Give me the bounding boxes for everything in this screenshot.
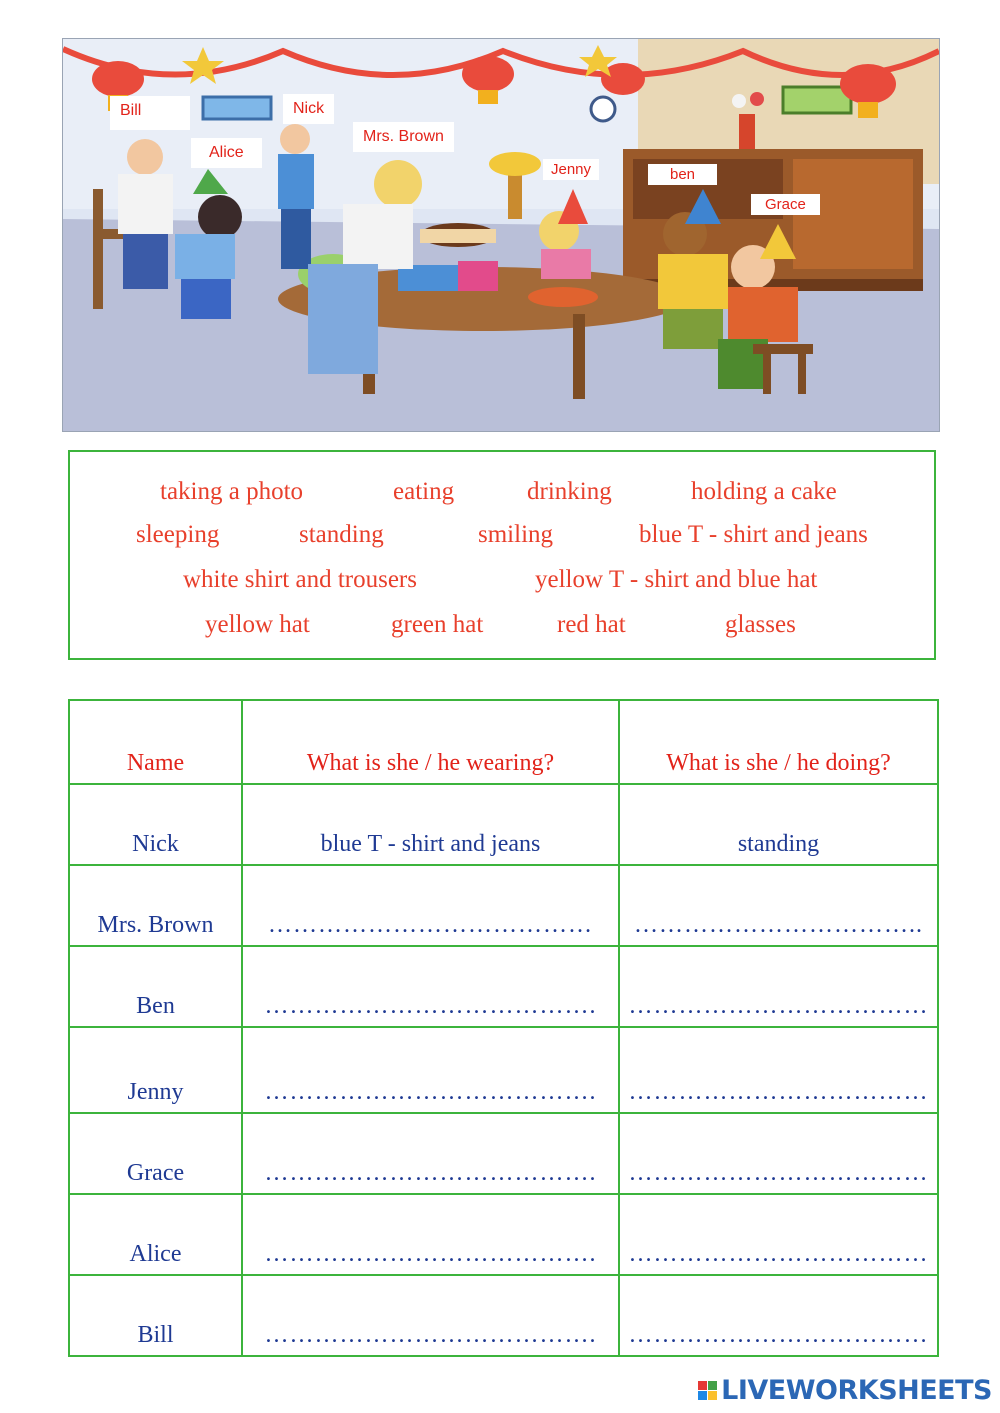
word-bank-item: holding a cake bbox=[691, 478, 837, 505]
logo-text: LIVEWORKSHEETS bbox=[721, 1374, 992, 1406]
logo-square bbox=[698, 1391, 707, 1400]
header-wearing: What is she / he wearing? bbox=[242, 700, 619, 784]
table-row bbox=[69, 784, 938, 865]
table-row bbox=[69, 1027, 938, 1113]
word-bank-item: green hat bbox=[391, 611, 484, 638]
row-name: Mrs. Brown bbox=[69, 865, 242, 946]
row-wearing: blue T - shirt and jeans bbox=[242, 784, 619, 865]
word-bank-item: sleeping bbox=[136, 521, 220, 548]
doing-answer-blank[interactable]: ……………………………… bbox=[619, 946, 938, 1027]
word-bank-item: smiling bbox=[478, 521, 554, 548]
table-row bbox=[69, 946, 938, 1027]
label-ben: ben bbox=[648, 164, 717, 185]
doing-answer-blank[interactable]: ……………………………… bbox=[619, 1194, 938, 1275]
header-doing: What is she / he doing? bbox=[619, 700, 938, 784]
label-grace: Grace bbox=[751, 194, 820, 215]
table-row bbox=[69, 1194, 938, 1275]
word-bank-item: taking a photo bbox=[160, 478, 304, 505]
wearing-answer-blank[interactable]: …………………………………. bbox=[242, 1113, 619, 1194]
wearing-answer-blank[interactable]: …………………………………. bbox=[242, 1275, 619, 1356]
word-bank-item: drinking bbox=[527, 478, 612, 505]
table-row bbox=[69, 1275, 938, 1356]
label-jenny: Jenny bbox=[543, 159, 599, 180]
logo-mark-icon bbox=[698, 1381, 717, 1400]
doing-answer-blank[interactable]: ……………………………… bbox=[619, 1027, 938, 1113]
row-name: Jenny bbox=[69, 1027, 242, 1113]
liveworksheets-logo bbox=[698, 1375, 992, 1405]
word-bank-item: red hat bbox=[557, 611, 626, 638]
word-bank-item: eating bbox=[393, 478, 455, 505]
row-name: Bill bbox=[69, 1275, 242, 1356]
doing-answer-blank[interactable]: …………………………….. bbox=[619, 865, 938, 946]
row-doing: standing bbox=[619, 784, 938, 865]
party-scene-drawing bbox=[63, 39, 939, 431]
wearing-answer-blank[interactable]: ………………………………… bbox=[242, 865, 619, 946]
table-row bbox=[69, 865, 938, 946]
word-bank-item: yellow hat bbox=[205, 611, 310, 638]
logo-square bbox=[708, 1391, 717, 1400]
table-header-row bbox=[69, 700, 938, 784]
logo-square bbox=[698, 1381, 707, 1390]
word-bank-item: standing bbox=[299, 521, 384, 548]
row-name: Ben bbox=[69, 946, 242, 1027]
header-name: Name bbox=[69, 700, 242, 784]
doing-answer-blank[interactable]: ……………………………… bbox=[619, 1113, 938, 1194]
label-nick: Nick bbox=[283, 94, 334, 124]
word-bank-item: blue T - shirt and jeans bbox=[639, 521, 868, 548]
row-name: Nick bbox=[69, 784, 242, 865]
logo-square bbox=[708, 1381, 717, 1390]
word-bank-item: white shirt and trousers bbox=[183, 566, 417, 593]
word-bank-item: glasses bbox=[725, 611, 796, 638]
wearing-answer-blank[interactable]: …………………………………. bbox=[242, 1027, 619, 1113]
doing-answer-blank[interactable]: ……………………………… bbox=[619, 1275, 938, 1356]
label-bill: Bill bbox=[110, 96, 190, 130]
wearing-answer-blank[interactable]: …………………………………. bbox=[242, 946, 619, 1027]
party-illustration bbox=[62, 38, 940, 432]
label-mrs-brown: Mrs. Brown bbox=[353, 122, 454, 152]
row-name: Grace bbox=[69, 1113, 242, 1194]
answer-table bbox=[68, 699, 939, 1357]
wearing-answer-blank[interactable]: …………………………………. bbox=[242, 1194, 619, 1275]
word-bank-item: yellow T - shirt and blue hat bbox=[535, 566, 818, 593]
word-bank bbox=[68, 450, 936, 660]
label-alice: Alice bbox=[191, 138, 262, 168]
row-name: Alice bbox=[69, 1194, 242, 1275]
table-row bbox=[69, 1113, 938, 1194]
